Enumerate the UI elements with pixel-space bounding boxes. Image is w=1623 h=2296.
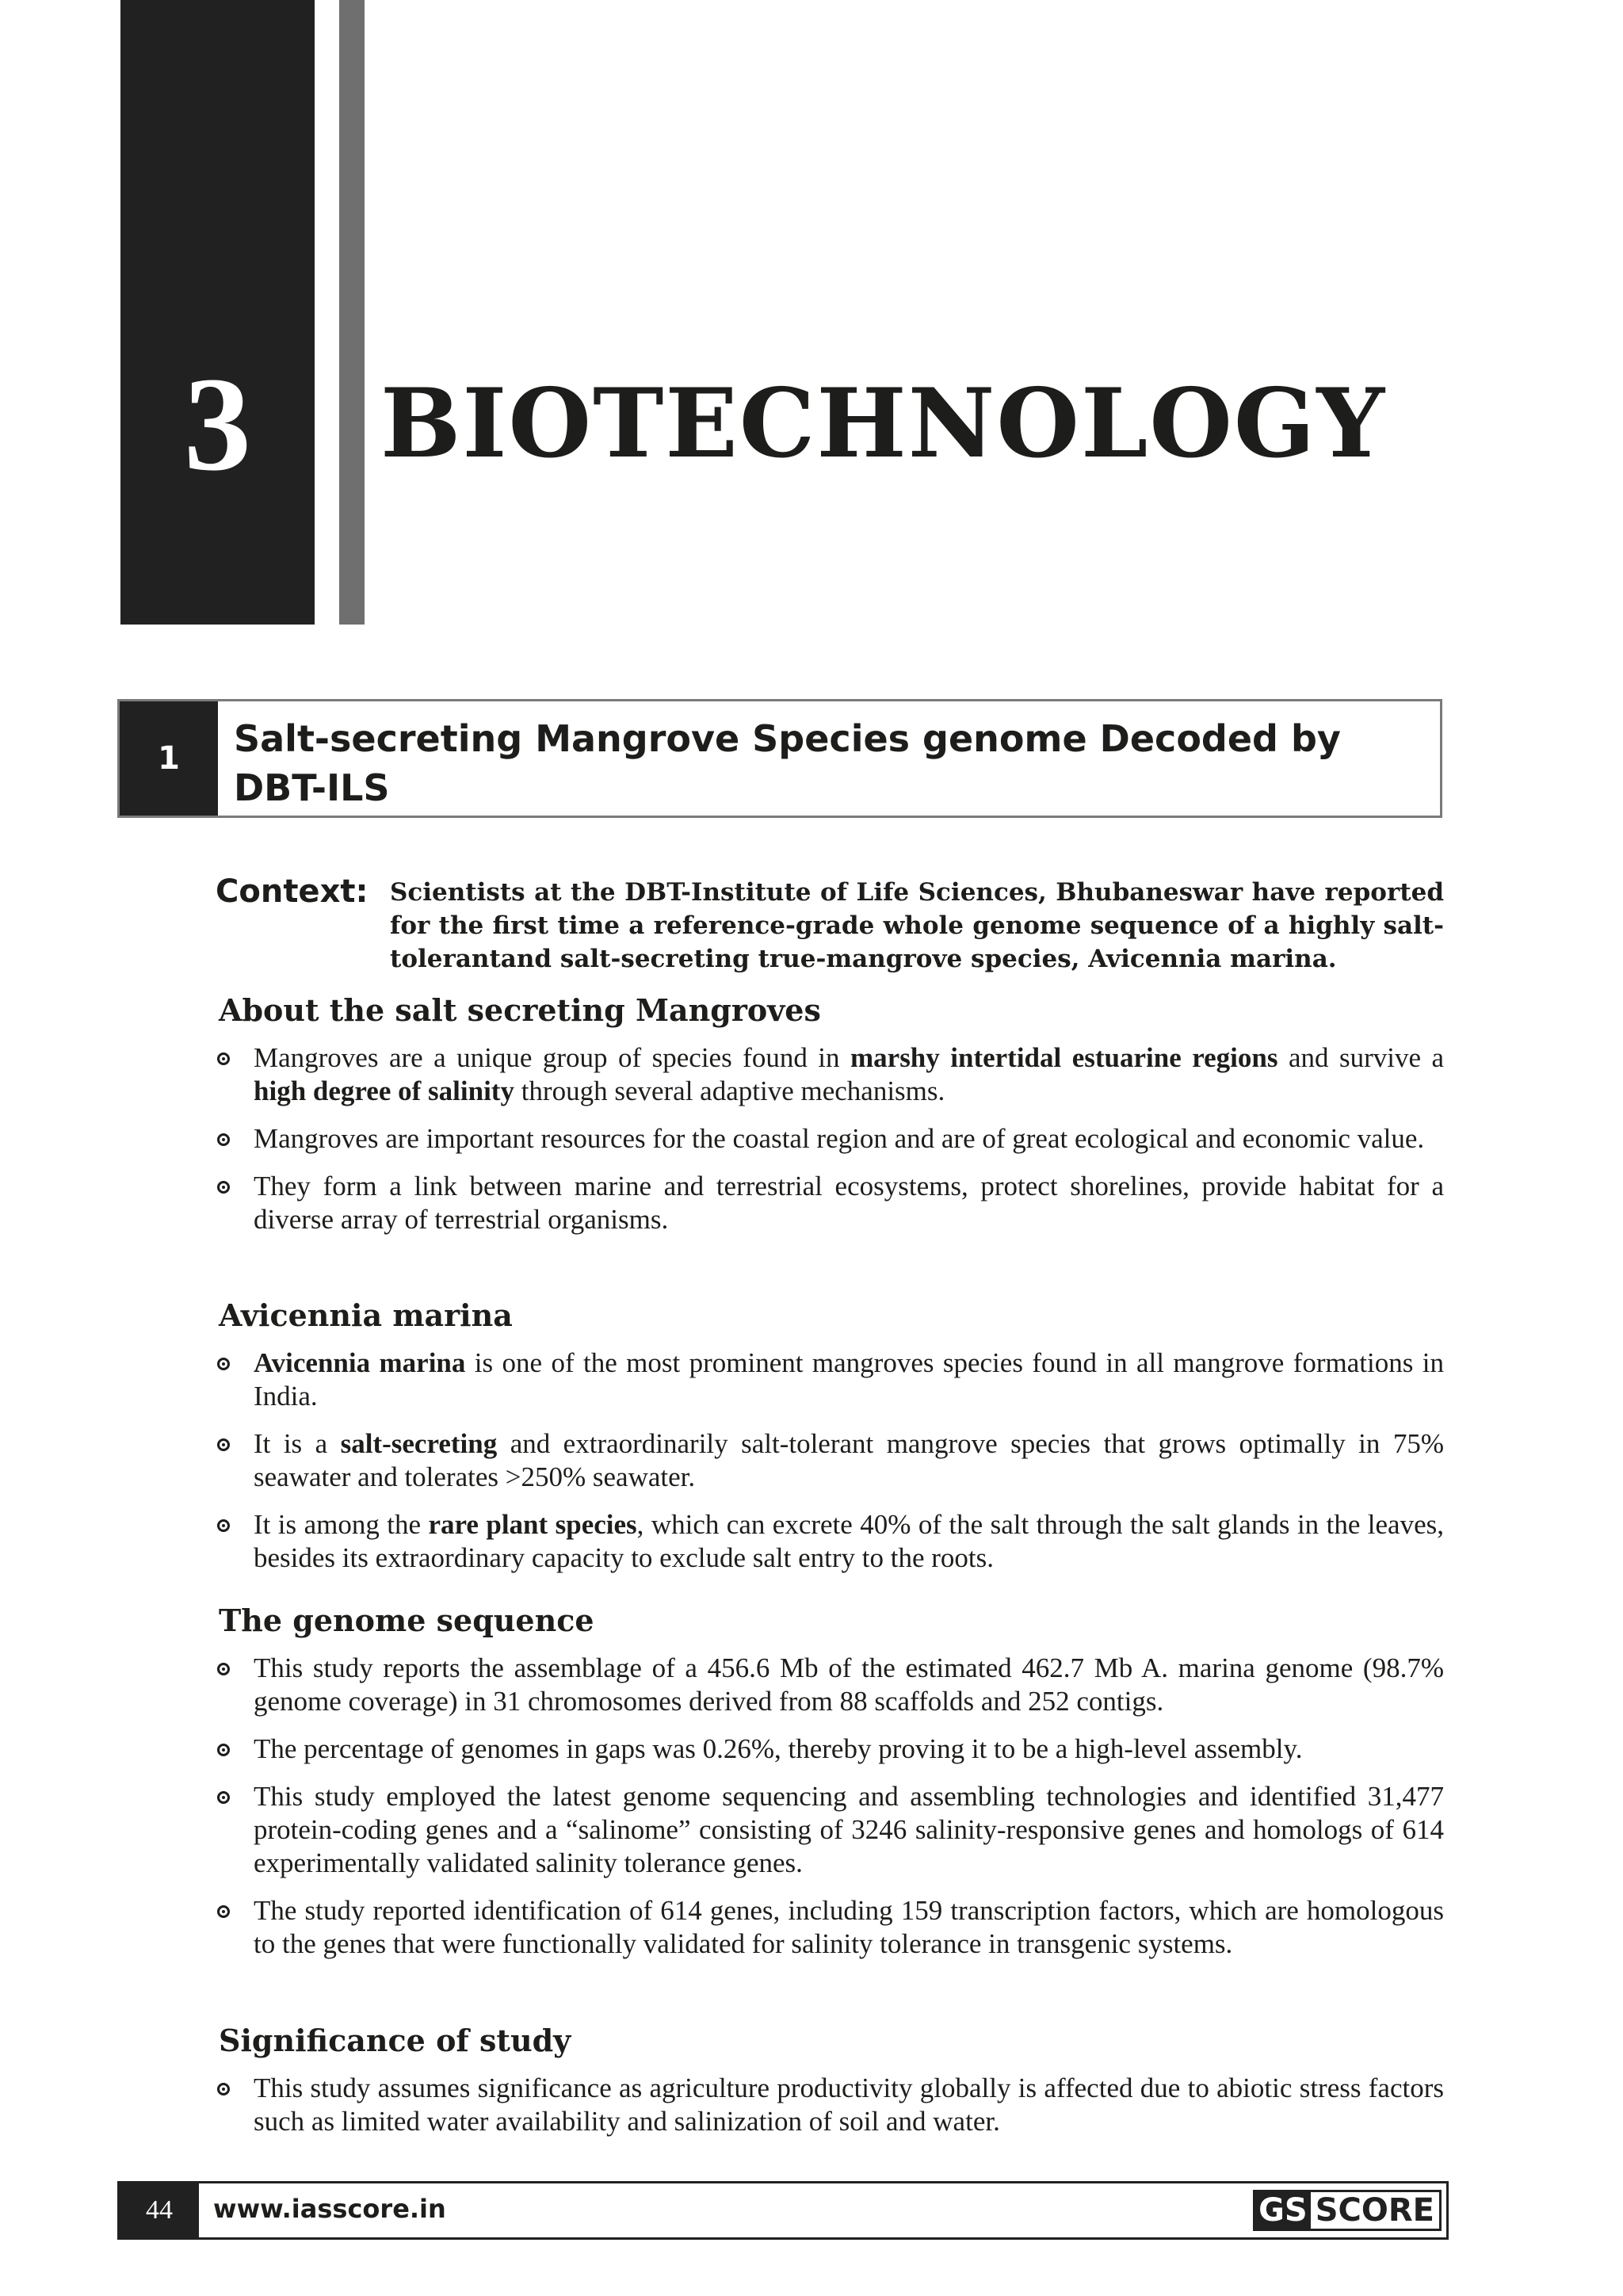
website-link[interactable]: www.iasscore.in: [213, 2194, 446, 2224]
bullet-text: , which can excrete 40% of the salt through the salt glands in the leaves, besides its extraordinary capacity to exclude salt entry to the roots.: [254, 1509, 1444, 1573]
logo-score: SCORE: [1315, 2192, 1434, 2229]
section-heading: The genome sequence: [219, 1603, 594, 1638]
bullet-text: Mangroves are important resources for the coastal region and are of great ecological and economic value.: [254, 1123, 1425, 1154]
chapter-number: 3: [184, 350, 251, 499]
bullet-icon: [217, 2083, 230, 2095]
bullet-icon: [217, 1791, 230, 1804]
topic-number: 1: [120, 701, 218, 816]
chapter-accent-bar: [339, 0, 365, 625]
section-heading: Avicennia marina: [219, 1297, 513, 1333]
chapter-title: BIOTECHNOLOGY: [380, 368, 1387, 479]
bullet-icon: [217, 1358, 230, 1370]
bullet-list: [219, 1347, 1444, 1575]
bullet-icon: [217, 1519, 230, 1532]
gsscore-logo: [1253, 2190, 1442, 2231]
page-footer: [117, 2181, 1449, 2240]
bullet-text: The study reported identification of 614 genes, including 159 transcription factors, which are homologous to the genes that were functionally validated for salinity tolerance in transgenic systems.: [254, 1895, 1444, 1959]
chapter-number-block: [120, 0, 315, 625]
bullet-item: [219, 1170, 1444, 1236]
bullet-list: [219, 2072, 1444, 2138]
bullet-icon: [217, 1181, 230, 1194]
topic-header: [117, 699, 1442, 818]
bullet-item: [219, 1733, 1444, 1766]
bullet-icon: [217, 1133, 230, 1146]
context-label: Context:: [216, 873, 369, 910]
context-text: Scientists at the DBT-Institute of Life Sciences, Bhubaneswar have reported for the first time a reference-grade whole genome sequence of a highly salt-tolerantand salt-secreting true-mangrove species, Avicennia marina.: [390, 878, 1444, 973]
bullet-text: This study employed the latest genome sequencing and assembling technologies and identified 31,477 protein-coding genes and a “salinome” consisting of 3246 salinity-responsive genes and homologs of 614 experimentally validated salinity tolerance genes.: [254, 1781, 1444, 1878]
logo-gs: GS: [1255, 2192, 1311, 2229]
bullet-text: It is a: [254, 1428, 341, 1459]
page-number: 44: [120, 2183, 199, 2237]
bullet-text: Mangroves are a unique group of species found in: [254, 1042, 850, 1073]
bullet-text: through several adaptive mechanisms.: [514, 1075, 945, 1106]
section-heading: About the salt secreting Mangroves: [219, 992, 821, 1028]
bullet-item: [219, 1041, 1444, 1108]
bullet-item: [219, 2072, 1444, 2138]
bullet-text: This study assumes significance as agriculture productivity globally is affected due to abiotic stress factors such as limited water availability and salinization of soil and water.: [254, 2073, 1444, 2137]
bullet-item: [219, 1122, 1444, 1156]
bullet-text: The percentage of genomes in gaps was 0.26%, thereby proving it to be a high-level assembly.: [254, 1733, 1303, 1764]
bullet-text: is one of the most prominent mangroves species found in all mangrove formations in India.: [254, 1347, 1444, 1412]
bullet-text: and extraordinarily salt-tolerant mangrove species that grows optimally in 75% seawater and tolerates >250% seawater.: [254, 1428, 1444, 1492]
section-significance: [219, 2021, 1444, 2153]
bold-text: salt-secreting: [340, 1428, 498, 1459]
bold-text: Avicennia marina: [254, 1347, 466, 1378]
bullet-icon: [217, 1744, 230, 1756]
topic-title: Salt-secreting Mangrove Species genome Decoded by DBT-ILS: [234, 717, 1341, 809]
bullet-item: [219, 1780, 1444, 1880]
bold-text: rare plant species: [428, 1509, 637, 1540]
bullet-icon: [217, 1438, 230, 1451]
bullet-icon: [217, 1905, 230, 1918]
bullet-text: and survive a: [1277, 1042, 1444, 1073]
bullet-text: They form a link between marine and terrestrial ecosystems, protect shorelines, provide habitat for a diverse array of terrestrial organisms.: [254, 1171, 1444, 1235]
section-genome-sequence: [219, 1601, 1444, 1975]
bold-text: high degree of salinity: [254, 1075, 514, 1106]
bullet-list: [219, 1041, 1444, 1236]
bullet-list: [219, 1652, 1444, 1961]
bullet-item: [219, 1427, 1444, 1494]
bullet-item: [219, 1652, 1444, 1718]
bullet-text: It is among the: [254, 1509, 429, 1540]
bullet-icon: [217, 1052, 230, 1065]
section-heading: Significance of study: [219, 2023, 571, 2058]
bullet-item: [219, 1894, 1444, 1961]
bullet-item: [219, 1508, 1444, 1575]
bullet-text: This study reports the assemblage of a 456.6 Mb of the estimated 462.7 Mb A. marina genome (98.7% genome coverage) in 31 chromosomes derived from 88 scaffolds and 252 contigs.: [254, 1652, 1444, 1717]
bold-text: marshy intertidal estuarine regions: [850, 1042, 1278, 1073]
section-about-mangroves: [219, 991, 1444, 1251]
bullet-item: [219, 1347, 1444, 1413]
bullet-icon: [217, 1663, 230, 1675]
section-avicennia-marina: [219, 1296, 1444, 1589]
